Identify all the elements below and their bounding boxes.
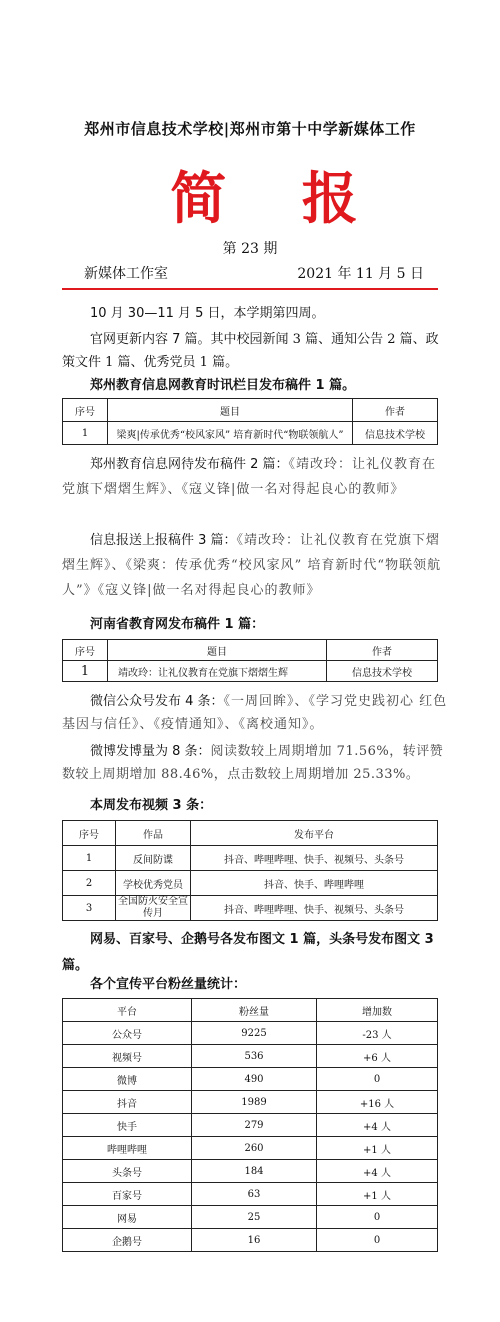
table-header: 序号 [63,399,108,422]
table-header: 粉丝量 [192,999,317,1022]
table-header-row [63,999,438,1022]
table-row [63,1091,438,1114]
table-header-row [63,821,438,846]
table-row [63,1160,438,1183]
table-cell: 1989 [192,1091,317,1114]
issue-number: 第 23 期 [222,241,278,257]
table-cell: 视频号 [63,1045,192,1068]
table-cell: +16 人 [317,1091,438,1114]
edu-column-title: 郑州教育信息网教育时讯栏目发布稿件 1 篇。 [90,378,356,393]
table-cell: 260 [192,1137,317,1160]
intro-paragraph: 10 月 30—11 月 5 日，本学期第四周。 [90,306,325,321]
report-lead: 信息报送上报稿件 3 篇： [90,533,237,548]
table-cell: -23 人 [317,1022,438,1045]
table-cell: 快手 [63,1114,192,1137]
edu-column-table [62,398,438,445]
red-divider [62,288,438,290]
table-cell: 抖音、哔哩哔哩、快手、视频号、头条号 [191,896,438,921]
other-platforms: 网易、百家号、企鹅号各发布图文 1 篇，头条号发布图文 3 篇。 [62,932,434,973]
weibo-lead: 微博发博量为 8 条： [90,744,211,759]
table-cell: 信息技术学校 [327,661,438,682]
table-row [63,1045,438,1068]
pending-lead: 郑州教育信息网待发布稿件 2 篇： [90,457,289,472]
table-cell: 微博 [63,1068,192,1091]
table-cell: +1 人 [317,1183,438,1206]
wechat-body: 《一周回眸》、《学习党史践初心 红色基因与信任》、《疫情通知》、《离校通知》。 [62,694,448,732]
table-cell: 0 [317,1229,438,1252]
table-header: 序号 [63,821,116,846]
table-cell: 1 [63,422,108,445]
table-row [63,1068,438,1091]
video-table [62,820,438,921]
weibo-paragraph [62,740,448,786]
table-cell: 全国防火安全宣传月 [116,896,191,921]
table-cell: 网易 [63,1206,192,1229]
table-row [63,896,438,921]
table-header: 平台 [63,999,192,1022]
table-header: 作者 [327,640,438,661]
table-row [63,846,438,871]
report-body: 《靖改玲：让礼仪教育在党旗下熠熠生辉》、《梁爽：传承优秀“校风家风” 培育新时代“物联领航人”》《寇义锋|做一名对得起良心的教师》 [62,533,442,598]
table-header: 作者 [353,399,438,422]
table-row [63,661,438,682]
table-header: 作品 [116,821,191,846]
office-name: 新媒体工作室 [84,266,168,282]
meta-line [84,263,424,283]
table-row [63,1183,438,1206]
table-cell: 哔哩哔哩 [63,1137,192,1160]
weibo-body: 阅读数较上周期增加 71.56%，转评赞数较上周期增加 88.46%，点击数较上周期增加 25.33%。 [62,744,444,782]
table-header: 序号 [63,640,108,661]
school-header: 郑州市信息技术学校|郑州市第十中学新媒体工作 [84,120,416,138]
table-cell: 279 [192,1114,317,1137]
fans-title: 各个宣传平台粉丝量统计： [90,977,247,992]
table-row [63,1137,438,1160]
wechat-paragraph [62,690,448,736]
bulletin-title: 简 报 [170,167,386,232]
table-cell: 抖音、快手、哔哩哔哩 [191,871,438,896]
table-cell: 25 [192,1206,317,1229]
table-cell: 信息技术学校 [353,422,438,445]
wechat-lead: 微信公众号发布 4 条： [90,694,224,709]
table-cell: 百家号 [63,1183,192,1206]
table-row [63,1022,438,1045]
table-cell: 0 [317,1206,438,1229]
pending-body: 《靖改玲：让礼仪教育在党旗下熠熠生辉》、《寇义锋|做一名对得起良心的教师》 [62,457,437,497]
table-cell: 梁爽|传承优秀“校风家风” 培育新时代“物联领航人” [108,422,353,445]
table-header: 题目 [108,640,327,661]
table-cell: 3 [63,896,116,921]
table-cell: +1 人 [317,1137,438,1160]
table-cell: 16 [192,1229,317,1252]
table-header: 增加数 [317,999,438,1022]
table-cell: +4 人 [317,1114,438,1137]
table-cell: 63 [192,1183,317,1206]
table-cell: 公众号 [63,1022,192,1045]
table-header: 发布平台 [191,821,438,846]
table-cell: 490 [192,1068,317,1091]
table-cell: 184 [192,1160,317,1183]
table-cell: +4 人 [317,1160,438,1183]
henan-title: 河南省教育网发布稿件 1 篇： [90,617,265,632]
table-row [63,1206,438,1229]
table-header-row [63,399,438,422]
table-header-row [63,640,438,661]
table-row [63,1229,438,1252]
table-cell: 抖音 [63,1091,192,1114]
table-row [63,422,438,445]
video-title: 本周发布视频 3 条： [90,798,213,813]
report-paragraph [62,528,448,603]
issue-date: 2021 年 11 月 5 日 [297,266,424,282]
table-cell: 1 [63,661,108,682]
fans-table [62,998,438,1252]
table-row [63,871,438,896]
table-cell: 学校优秀党员 [116,871,191,896]
table-cell: 反间防谍 [116,846,191,871]
table-cell: 0 [317,1068,438,1091]
table-cell: 9225 [192,1022,317,1045]
table-cell: 536 [192,1045,317,1068]
table-cell: 头条号 [63,1160,192,1183]
table-row [63,1114,438,1137]
henan-table [62,639,438,682]
pending-paragraph [62,452,448,502]
website-body: 其中校园新闻 3 篇、通知公告 2 篇、政策文件 1 篇、优秀党员 1 篇。 [62,332,439,370]
website-lead: 官网更新内容 7 篇。 [90,332,211,347]
website-paragraph [62,328,448,374]
table-cell: 靖改玲：让礼仪教育在党旗下熠熠生辉 [108,661,327,682]
table-cell: +6 人 [317,1045,438,1068]
table-cell: 企鹅号 [63,1229,192,1252]
table-header: 题目 [108,399,353,422]
table-cell: 抖音、哔哩哔哩、快手、视频号、头条号 [191,846,438,871]
table-cell: 1 [63,846,116,871]
table-cell: 2 [63,871,116,896]
